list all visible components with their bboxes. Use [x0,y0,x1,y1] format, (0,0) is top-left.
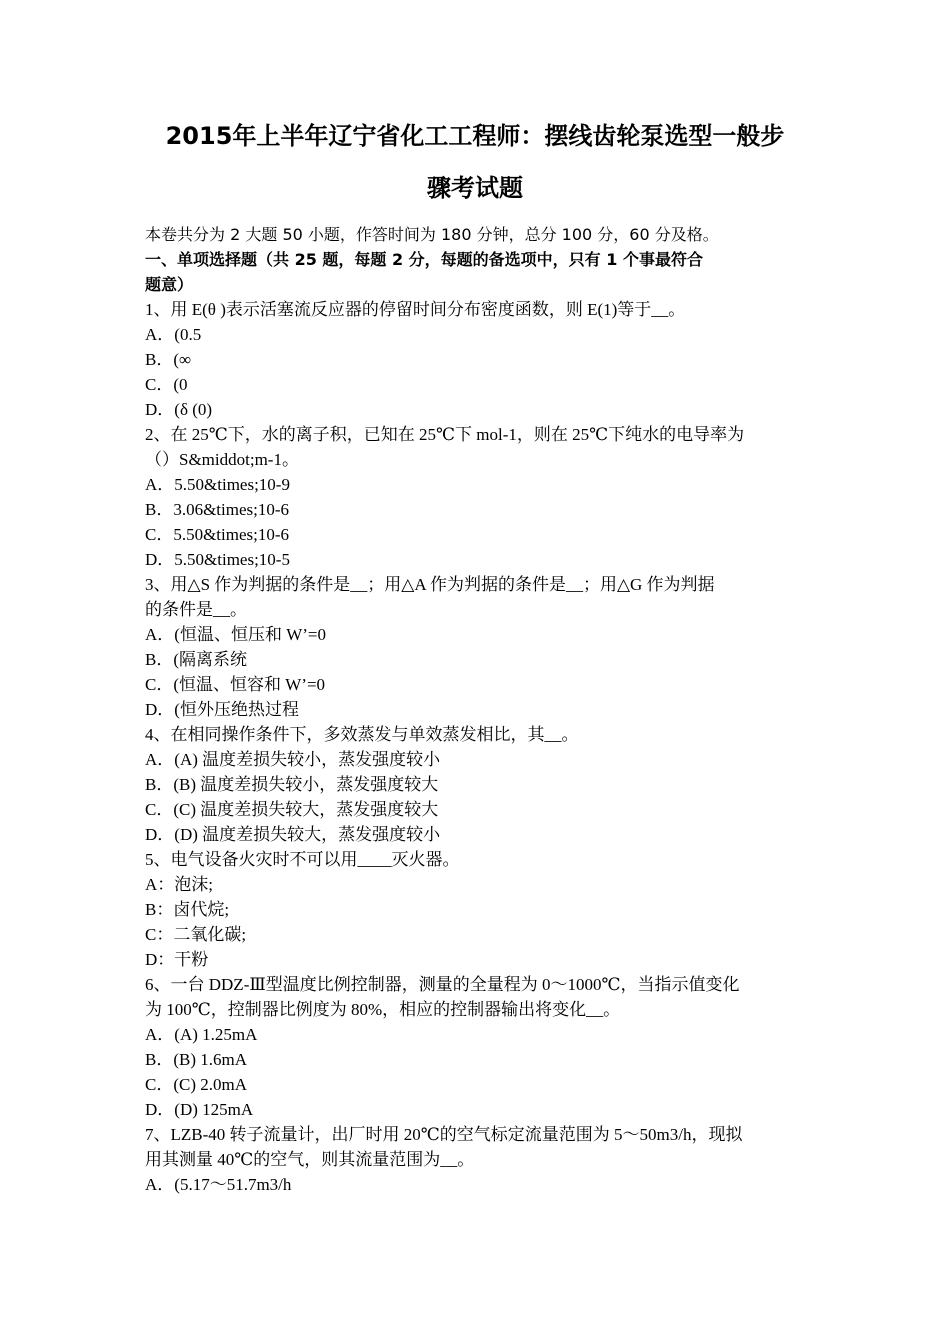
q6-option-d: D．(D) 125mA [145,1100,254,1119]
q1-option-b: B．(∞ [145,350,192,369]
q2-stem-line2: （）S&middot;m-1。 [145,450,299,469]
q7-option-a: A．(5.17～51.7m3/h [145,1175,292,1194]
q4-option-d: D．(D) 温度差损失较大，蒸发强度较小 [145,825,441,844]
document-title-line1: 2015年上半年辽宁省化工工程师：摆线齿轮泵选型一般步 [165,122,785,150]
q2-option-c: C．5.50&times;10-6 [145,525,290,544]
q5-option-c: C：二氧化碳; [145,925,247,944]
q2-option-b: B．3.06&times;10-6 [145,500,290,519]
q6-option-b: B．(B) 1.6mA [145,1050,247,1069]
q1-option-d: D．(δ (0) [145,400,213,419]
q6-option-a: A．(A) 1.25mA [145,1025,258,1044]
q4-option-a: A．(A) 温度差损失较小，蒸发强度较小 [145,750,441,769]
section-heading-line1: 一、单项选择题（共 25 题，每题 2 分，每题的备选项中，只有 1 个事最符合 [145,250,703,269]
document-title-line2: 骤考试题 [427,174,523,202]
q5-option-a: A：泡沫; [145,875,213,894]
q2-option-a: A．5.50&times;10-9 [145,475,290,494]
q2-stem-line1: 2、在 25℃下，水的离子积，已知在 25℃下 mol-1，则在 25℃下纯水的电导率为 [145,425,745,444]
q4-option-c: C．(C) 温度差损失较大，蒸发强度较大 [145,800,439,819]
q4-stem: 4、在相同操作条件下，多效蒸发与单效蒸发相比，其__。 [145,725,579,744]
q4-option-b: B．(B) 温度差损失较小，蒸发强度较大 [145,775,439,794]
q7-stem-line1: 7、LZB-40 转子流量计，出厂时用 20℃的空气标定流量范围为 5～50m3/h，现拟 [145,1125,743,1144]
q7-stem-line2: 用其测量 40℃的空气，则其流量范围为__。 [145,1150,475,1169]
q3-stem-line1: 3、用△S 作为判据的条件是__；用△A 作为判据的条件是__；用△G 作为判据 [145,575,715,594]
q6-option-c: C．(C) 2.0mA [145,1075,247,1094]
q3-option-a: A．(恒温、恒压和 W’=0 [145,625,326,644]
q2-option-d: D．5.50&times;10-5 [145,550,290,569]
q5-option-b: B：卤代烷; [145,900,230,919]
q3-option-d: D．(恒外压绝热过程 [145,700,299,719]
q5-option-d: D：干粉 [145,950,209,969]
q1-option-c: C．(0 [145,375,188,394]
q3-option-b: B．(隔离系统 [145,650,247,669]
q6-stem-line2: 为 100℃，控制器比例度为 80%，相应的控制器输出将变化__。 [145,1000,621,1019]
q1-option-a: A．(0.5 [145,325,202,344]
q3-option-c: C．(恒温、恒容和 W’=0 [145,675,326,694]
section-heading-line2: 题意） [145,275,194,294]
q5-stem: 5、电气设备火灾时不可以用____灭火器。 [145,850,460,869]
q1-stem: 1、用 E(θ )表示活塞流反应器的停留时间分布密度函数，则 E(1)等于__。 [145,300,686,319]
q3-stem-line2: 的条件是__。 [145,600,247,619]
exam-intro: 本卷共分为 2 大题 50 小题，作答时间为 180 分钟，总分 100 分，60 分及格。 [145,225,719,244]
document-body [145,222,815,1197]
q6-stem-line1: 6、一台 DDZ-Ⅲ型温度比例控制器，测量的全量程为 0～1000℃，当指示值变化 [145,975,740,994]
